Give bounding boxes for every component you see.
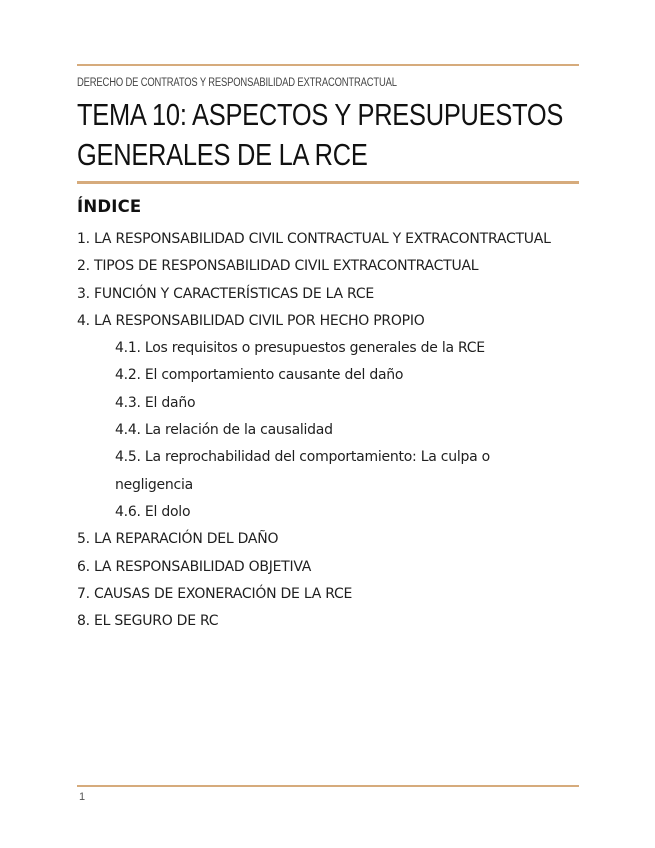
toc-subitem: 4.1. Los requisitos o presupuestos generales de la RCE bbox=[115, 340, 485, 357]
toc-subitem: 4.6. El dolo bbox=[115, 503, 191, 520]
toc-item: 4. LA RESPONSABILIDAD CIVIL POR HECHO PROPIO bbox=[77, 312, 425, 329]
page-title bbox=[77, 95, 563, 175]
toc-item: 2. TIPOS DE RESPONSABILIDAD CIVIL EXTRACONTRACTUAL bbox=[77, 258, 479, 275]
toc-item: 3. FUNCIÓN Y CARACTERÍSTICAS DE LA RCE bbox=[77, 285, 374, 302]
page-title-line-1: TEMA 10: ASPECTOS Y PRESUPUESTOS bbox=[77, 97, 564, 132]
toc-item: 5. LA REPARACIÓN DEL DAÑO bbox=[77, 531, 279, 548]
header-top-rule bbox=[77, 64, 579, 66]
toc-subitem: 4.4. La relación de la causalidad bbox=[115, 422, 333, 439]
index-heading: ÍNDICE bbox=[77, 197, 142, 216]
page-title-line-2: GENERALES DE LA RCE bbox=[77, 137, 368, 172]
table-of-contents bbox=[77, 226, 597, 635]
toc-subitem: 4.3. El daño bbox=[115, 394, 196, 411]
toc-item: 6. LA RESPONSABILIDAD OBJETIVA bbox=[77, 558, 312, 575]
toc-subitem: 4.2. El comportamiento causante del daño bbox=[115, 367, 404, 384]
toc-item: 7. CAUSAS DE EXONERACIÓN DE LA RCE bbox=[77, 585, 353, 602]
title-divider-rule bbox=[77, 181, 579, 184]
page-number: 1 bbox=[79, 791, 86, 803]
document-subject: DERECHO DE CONTRATOS Y RESPONSABILIDAD EXTRACONTRACTUAL bbox=[77, 77, 397, 89]
footer-rule bbox=[77, 785, 579, 787]
toc-item: 8. EL SEGURO DE RC bbox=[77, 613, 219, 630]
toc-subitem: 4.5. La reprochabilidad del comportamiento: La culpa o negligencia bbox=[115, 449, 490, 493]
toc-item: 1. LA RESPONSABILIDAD CIVIL CONTRACTUAL Y EXTRACONTRACTUAL bbox=[77, 231, 551, 247]
